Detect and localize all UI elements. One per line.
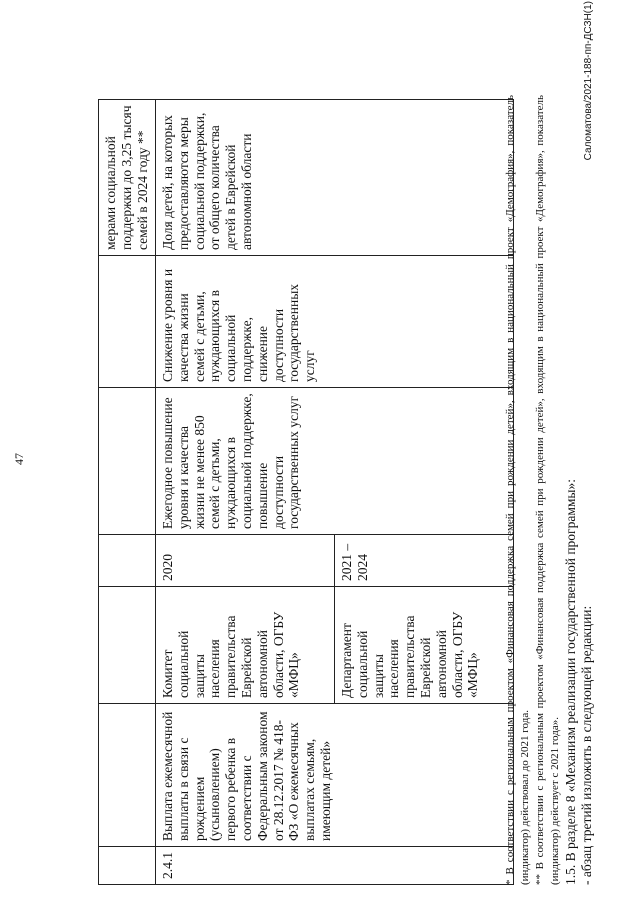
document-code: Саломатова/2021-188-пп-ДСЗН(1) (583, 1, 594, 161)
cell-indicator: мерами социальной поддержки до 3,25 тысяч семей в 2024 году ** (99, 100, 156, 256)
cell-executor (99, 587, 156, 704)
cell-result: Ежегодное повышение уровня и качества жизни не менее 850 семей с детьми, нуждающихся в социальной поддержке, повышение доступности государственных услуг (156, 388, 514, 535)
cell-event: Выплата ежемесячной выплаты в связи с рождением (усыновлением) первого ребенка в соответствии с Федеральным законом от 28.12.2017 № 418-ФЗ «О ежемесячных выплатах семьям, имеющим детей» (156, 704, 514, 847)
footnote: ** В соответствии с региональным проектом «Финансовая поддержка семей при рождении детей», входящим в национальный проект «Демография», показатель (индикатор) действует с 2021 года». (534, 95, 561, 885)
cell-num (99, 847, 156, 885)
cell-consequence: Снижение уровня и качества жизни семей с детьми, нуждающихся в социальной поддержке, снижение доступности государственных услуг (156, 256, 514, 388)
cell-years (99, 535, 156, 587)
footnote: * В соответствии с региональным проектом «Финансовая поддержка семей при рождении детей», входящим в национальный проект «Демография», показатель (индикатор) действовал до 2021 года. (504, 95, 531, 885)
cell-event (99, 704, 156, 847)
cell-years: 2020 (156, 535, 335, 587)
cell-years: 2021 – 2024 (335, 535, 514, 587)
cell-executor: Департамент социальной защиты населения правительства Еврейской автономной области, ОГБУ «МФЦ» (335, 587, 514, 704)
footnotes-block (503, 95, 595, 885)
table-row (156, 100, 335, 885)
cell-indicator: Доля детей, на которых предоставляются меры социальной поддержки, от общего количества детей в Еврейской автономной области (156, 100, 514, 256)
paragraph: 1.5. В разделе 8 «Механизм реализации государственной программы»: (563, 479, 578, 885)
cell-result (99, 388, 156, 535)
paragraph: - абзац третий изложить в следующей редакции: (579, 605, 594, 885)
cell-consequence (99, 256, 156, 388)
cell-num: 2.4.1 (156, 847, 514, 885)
table-row (99, 100, 156, 885)
cell-executor: Комитет социальной защиты населения правительства Еврейской автономной области, ОГБУ «МФЦ» (156, 587, 335, 704)
page-number: 47 (12, 453, 26, 465)
program-table (98, 99, 514, 885)
